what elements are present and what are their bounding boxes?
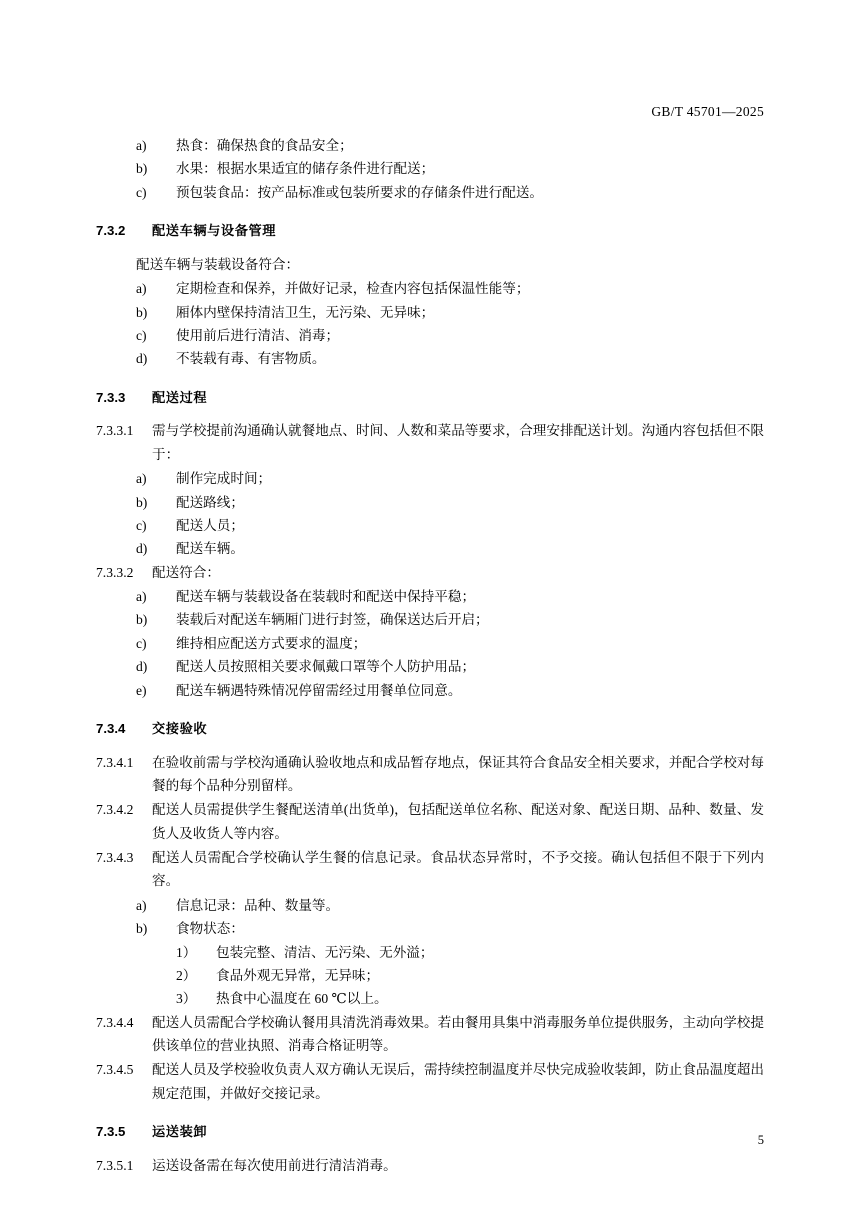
- heading-text: 交接验收: [152, 720, 208, 736]
- list-marker: c): [136, 184, 147, 200]
- paragraph-text: 在验收前需与学校沟通确认验收地点和成品暂存地点，保证其符合食品安全相关要求，并配合学校对每餐的每个品种分别留样。: [152, 754, 764, 793]
- page-content: [96, 134, 764, 1178]
- list-marker: c): [136, 517, 147, 533]
- list-text: 热食中心温度在 60 ℃以上。: [216, 991, 388, 1007]
- list-marker: a): [136, 897, 147, 913]
- list-text: 使用前后进行清洁、消毒；: [176, 327, 340, 343]
- list-item: [96, 491, 764, 514]
- list-item: [96, 632, 764, 655]
- list-text: 水果：根据水果适宜的储存条件进行配送；: [176, 161, 435, 177]
- heading-7-3-3: [96, 387, 764, 410]
- paragraph-number: 7.3.4.5: [96, 1062, 134, 1078]
- list-text: 包装完整、清洁、无污染、无外溢；: [216, 944, 434, 960]
- paragraph-number: 7.3.4.2: [96, 802, 134, 818]
- paragraph-number: 7.3.5.1: [96, 1157, 134, 1173]
- list-marker: b): [136, 612, 148, 628]
- heading-7-3-4: [96, 718, 764, 741]
- list-7-3-3-1: [96, 467, 764, 561]
- paragraph-number: 7.3.3.2: [96, 564, 134, 580]
- list-text: 配送车辆遇特殊情况停留需经过用餐单位同意。: [176, 682, 462, 698]
- paragraph-text: 配送人员需提供学生餐配送清单(出货单)，包括配送单位名称、配送对象、配送日期、品种、数量、发货人及收货人等内容。: [152, 802, 764, 841]
- list-marker: a): [136, 589, 147, 605]
- list-text: 维持相应配送方式要求的温度；: [176, 635, 367, 651]
- list-item: [96, 917, 764, 940]
- paragraph-text: 配送人员及学校验收负责人双方确认无误后，需持续控制温度并尽快完成验收装卸，防止食品温度超出规定范围，并做好交接记录。: [152, 1062, 764, 1101]
- page-number: 5: [757, 1133, 764, 1147]
- paragraph-7-3-4-5: [96, 1058, 764, 1105]
- list-text: 预包装食品：按产品标准或包装所要求的存储条件进行配送。: [176, 184, 544, 200]
- paragraph-7-3-5-1: [96, 1154, 764, 1177]
- list-marker: e): [136, 682, 147, 698]
- list-text: 装载后对配送车辆厢门进行封签，确保送达后开启；: [176, 612, 489, 628]
- list-text: 食品外观无异常，无异味；: [216, 967, 380, 983]
- list-marker: b): [136, 161, 148, 177]
- list-text: 配送路线；: [176, 494, 244, 510]
- heading-number: 7.3.5: [96, 1124, 126, 1140]
- list-text: 食物状态：: [176, 921, 244, 937]
- paragraph-number: 7.3.4.4: [96, 1014, 134, 1030]
- paragraph-text: 配送符合：: [152, 564, 220, 580]
- list-item: [96, 585, 764, 608]
- list-marker: b): [136, 921, 148, 937]
- paragraph-number: 7.3.4.3: [96, 850, 134, 866]
- paragraph-7-3-3-1: [96, 419, 764, 466]
- list-marker: b): [136, 494, 148, 510]
- heading-number: 7.3.4: [96, 720, 126, 736]
- page-footer: [96, 1133, 764, 1148]
- list-marker: b): [136, 304, 148, 320]
- list-item: [96, 894, 764, 917]
- paragraph-7-3-2-lead: 配送车辆与装载设备符合：: [136, 256, 300, 272]
- list-text: 信息记录：品种、数量等。: [176, 897, 340, 913]
- heading-7-3-2: [96, 220, 764, 243]
- list-marker: a): [136, 471, 147, 487]
- list-item: [96, 941, 764, 964]
- list-text: 不装载有毒、有害物质。: [176, 351, 326, 367]
- list-marker: a): [136, 281, 147, 297]
- list-marker: d): [136, 659, 148, 675]
- list-item: [96, 608, 764, 631]
- heading-text: 配送过程: [152, 389, 208, 405]
- list-7-3-4-3: [96, 894, 764, 941]
- list-item: [96, 324, 764, 347]
- list-item: [96, 679, 764, 702]
- list-text: 配送人员按照相关要求佩戴口罩等个人防护用品；: [176, 659, 476, 675]
- paragraph-7-3-4-3: [96, 846, 764, 893]
- list-7-3-3-2: [96, 585, 764, 702]
- list-marker: c): [136, 635, 147, 651]
- list-item: [96, 301, 764, 324]
- list-item: [96, 537, 764, 560]
- list-item: [96, 655, 764, 678]
- heading-text: 运送装卸: [152, 1124, 208, 1140]
- list-text: 厢体内壁保持清洁卫生，无污染、无异味；: [176, 304, 435, 320]
- paragraph-number: 7.3.3.1: [96, 423, 134, 439]
- list-text: 定期检查和保养，并做好记录，检查内容包括保温性能等；: [176, 281, 530, 297]
- paragraph-number: 7.3.4.1: [96, 754, 134, 770]
- list-text: 配送人员；: [176, 517, 244, 533]
- paragraph-text: 运送设备需在每次使用前进行清洁消毒。: [152, 1157, 397, 1173]
- list-item: [96, 964, 764, 987]
- list-text: 热食：确保热食的食品安全；: [176, 138, 353, 153]
- list-item: [96, 514, 764, 537]
- list-item: [96, 987, 764, 1010]
- paragraph-7-3-4-1: [96, 751, 764, 798]
- list-marker: a): [136, 138, 147, 153]
- list-marker: 1）: [176, 944, 197, 960]
- list-marker: d): [136, 351, 148, 367]
- list-marker: d): [136, 541, 148, 557]
- top-list: [96, 134, 764, 204]
- paragraph-7-3-3-2: [96, 561, 764, 584]
- page-header: [96, 100, 764, 120]
- paragraph-text: 配送人员需配合学校确认学生餐的信息记录。食品状态异常时，不予交接。确认包括但不限于下列内容。: [152, 850, 764, 889]
- heading-number: 7.3.2: [96, 223, 126, 239]
- paragraph-7-3-4-4: [96, 1011, 764, 1058]
- paragraph-7-3-4-2: [96, 798, 764, 845]
- list-marker: c): [136, 327, 147, 343]
- sublist-7-3-4-3: [96, 941, 764, 1011]
- heading-text: 配送车辆与设备管理: [152, 223, 277, 239]
- list-item: [96, 467, 764, 490]
- list-text: 配送车辆。: [176, 541, 244, 557]
- list-text: 制作完成时间；: [176, 471, 272, 487]
- paragraph-text: 需与学校提前沟通确认就餐地点、时间、人数和菜品等要求，合理安排配送计划。沟通内容包括但不限于：: [152, 423, 764, 462]
- heading-number: 7.3.3: [96, 389, 126, 405]
- standard-number: GB/T 45701—2025: [651, 104, 764, 119]
- list-item: [96, 347, 764, 370]
- list-marker: 2）: [176, 967, 197, 983]
- list-item: [96, 277, 764, 300]
- list-marker: 3）: [176, 991, 197, 1007]
- list-7-3-2: [96, 277, 764, 371]
- list-item: [96, 157, 764, 180]
- list-item: [96, 134, 764, 157]
- paragraph-text: 配送人员需配合学校确认餐用具清洗消毒效果。若由餐用具集中消毒服务单位提供服务，主动向学校提供该单位的营业执照、消毒合格证明等。: [152, 1014, 764, 1054]
- list-text: 配送车辆与装载设备在装载时和配送中保持平稳；: [176, 589, 476, 605]
- list-item: [96, 181, 764, 204]
